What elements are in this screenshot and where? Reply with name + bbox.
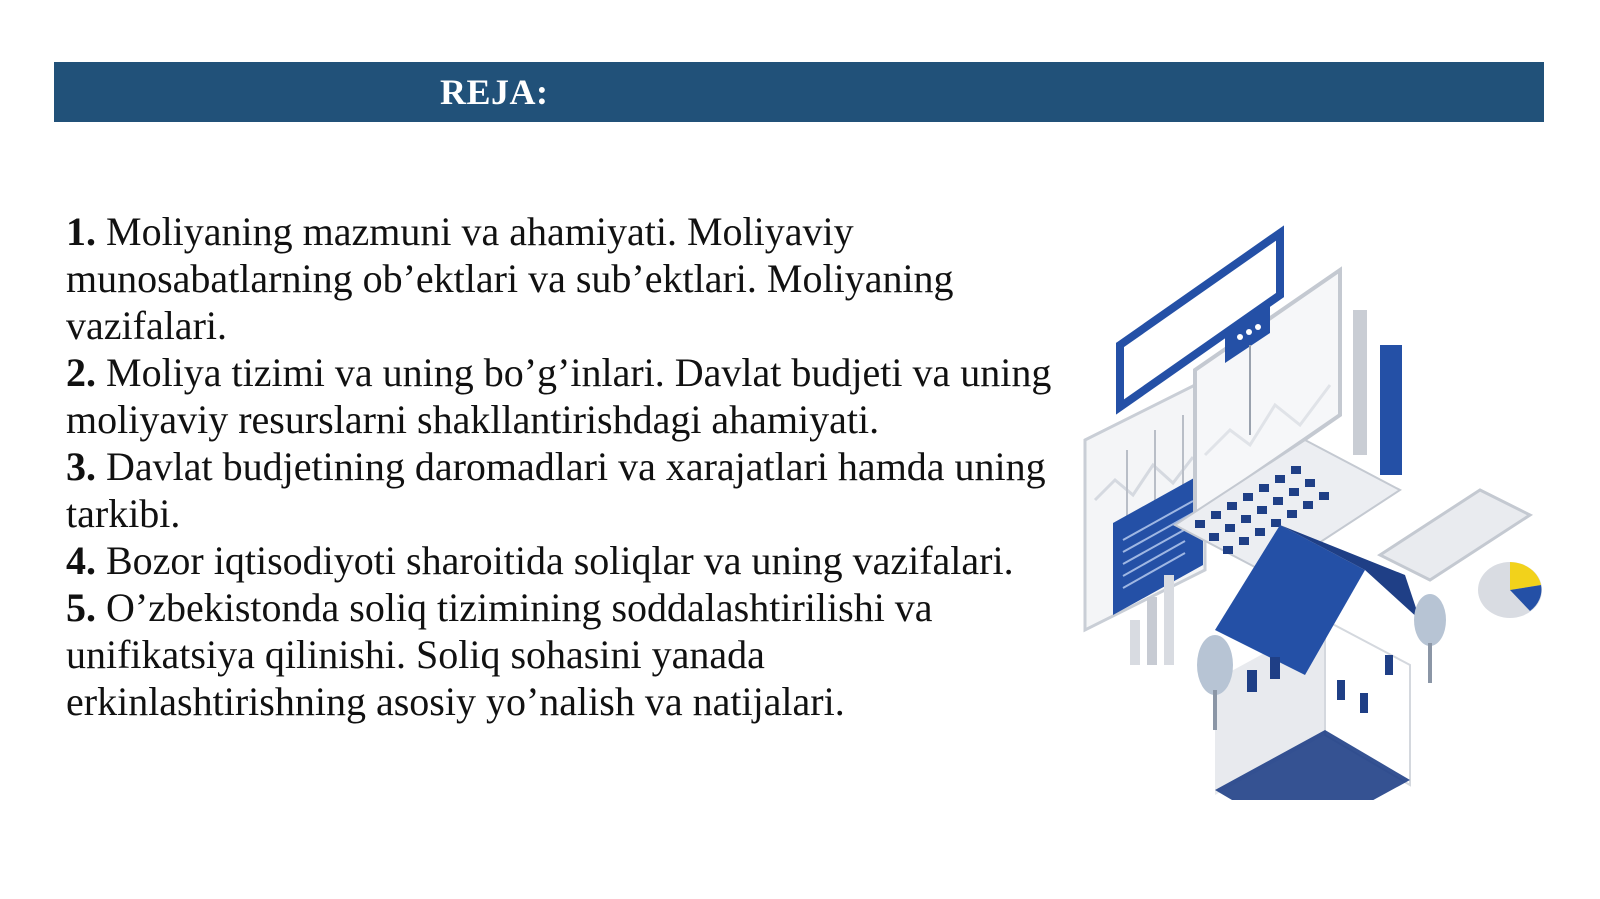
plan-item-text: Bozor iqtisodiyoti sharoitida soliqlar va uning vazifalari. bbox=[96, 538, 1014, 583]
finance-illustration bbox=[1075, 225, 1575, 800]
pie-chart-icon bbox=[1478, 562, 1542, 618]
plan-item-number: 1. bbox=[66, 209, 96, 254]
bar-chart-icon bbox=[1130, 620, 1140, 665]
bar-chart-icon bbox=[1147, 597, 1157, 665]
plan-item-text: Davlat budjetining daromadlari va xarajatlari hamda uning tarkibi. bbox=[66, 444, 1056, 536]
plan-item-number: 5. bbox=[66, 585, 96, 630]
plan-item-text: O’zbekistonda soliq tizimining soddalashtirilishi va unifikatsiya qilinishi. Soliq sohasini yanada erkinlashtirishning asosiy yo’nalish va natijalari. bbox=[66, 585, 943, 724]
bar-chart-icon bbox=[1380, 345, 1402, 475]
plan-item bbox=[66, 537, 1066, 584]
plan-item-number: 4. bbox=[66, 538, 96, 583]
slide-title: REJA: bbox=[440, 72, 549, 112]
plan-item-text: Moliya tizimi va uning bo’g’inlari. Davlat budjeti va uning moliyaviy resurslarni shakllantirishdagi ahamiyati. bbox=[66, 350, 1072, 442]
plan-item-number: 2. bbox=[66, 350, 96, 395]
title-bar bbox=[54, 62, 1544, 122]
plan-list bbox=[66, 208, 1072, 725]
bar-chart-icon bbox=[1353, 310, 1367, 455]
plan-item bbox=[66, 443, 1066, 537]
bar-chart-icon bbox=[1164, 575, 1174, 665]
plan-item bbox=[66, 208, 1066, 349]
plan-item-text: Moliyaning mazmuni va ahamiyati. Moliyaviy munosabatlarning ob’ektlari va sub’ektlari. Moliyaning vazifalari. bbox=[66, 209, 964, 348]
plan-item bbox=[66, 349, 1072, 443]
house-icon bbox=[1215, 525, 1420, 800]
plan-item bbox=[66, 584, 1066, 725]
plan-item-number: 3. bbox=[66, 444, 96, 489]
